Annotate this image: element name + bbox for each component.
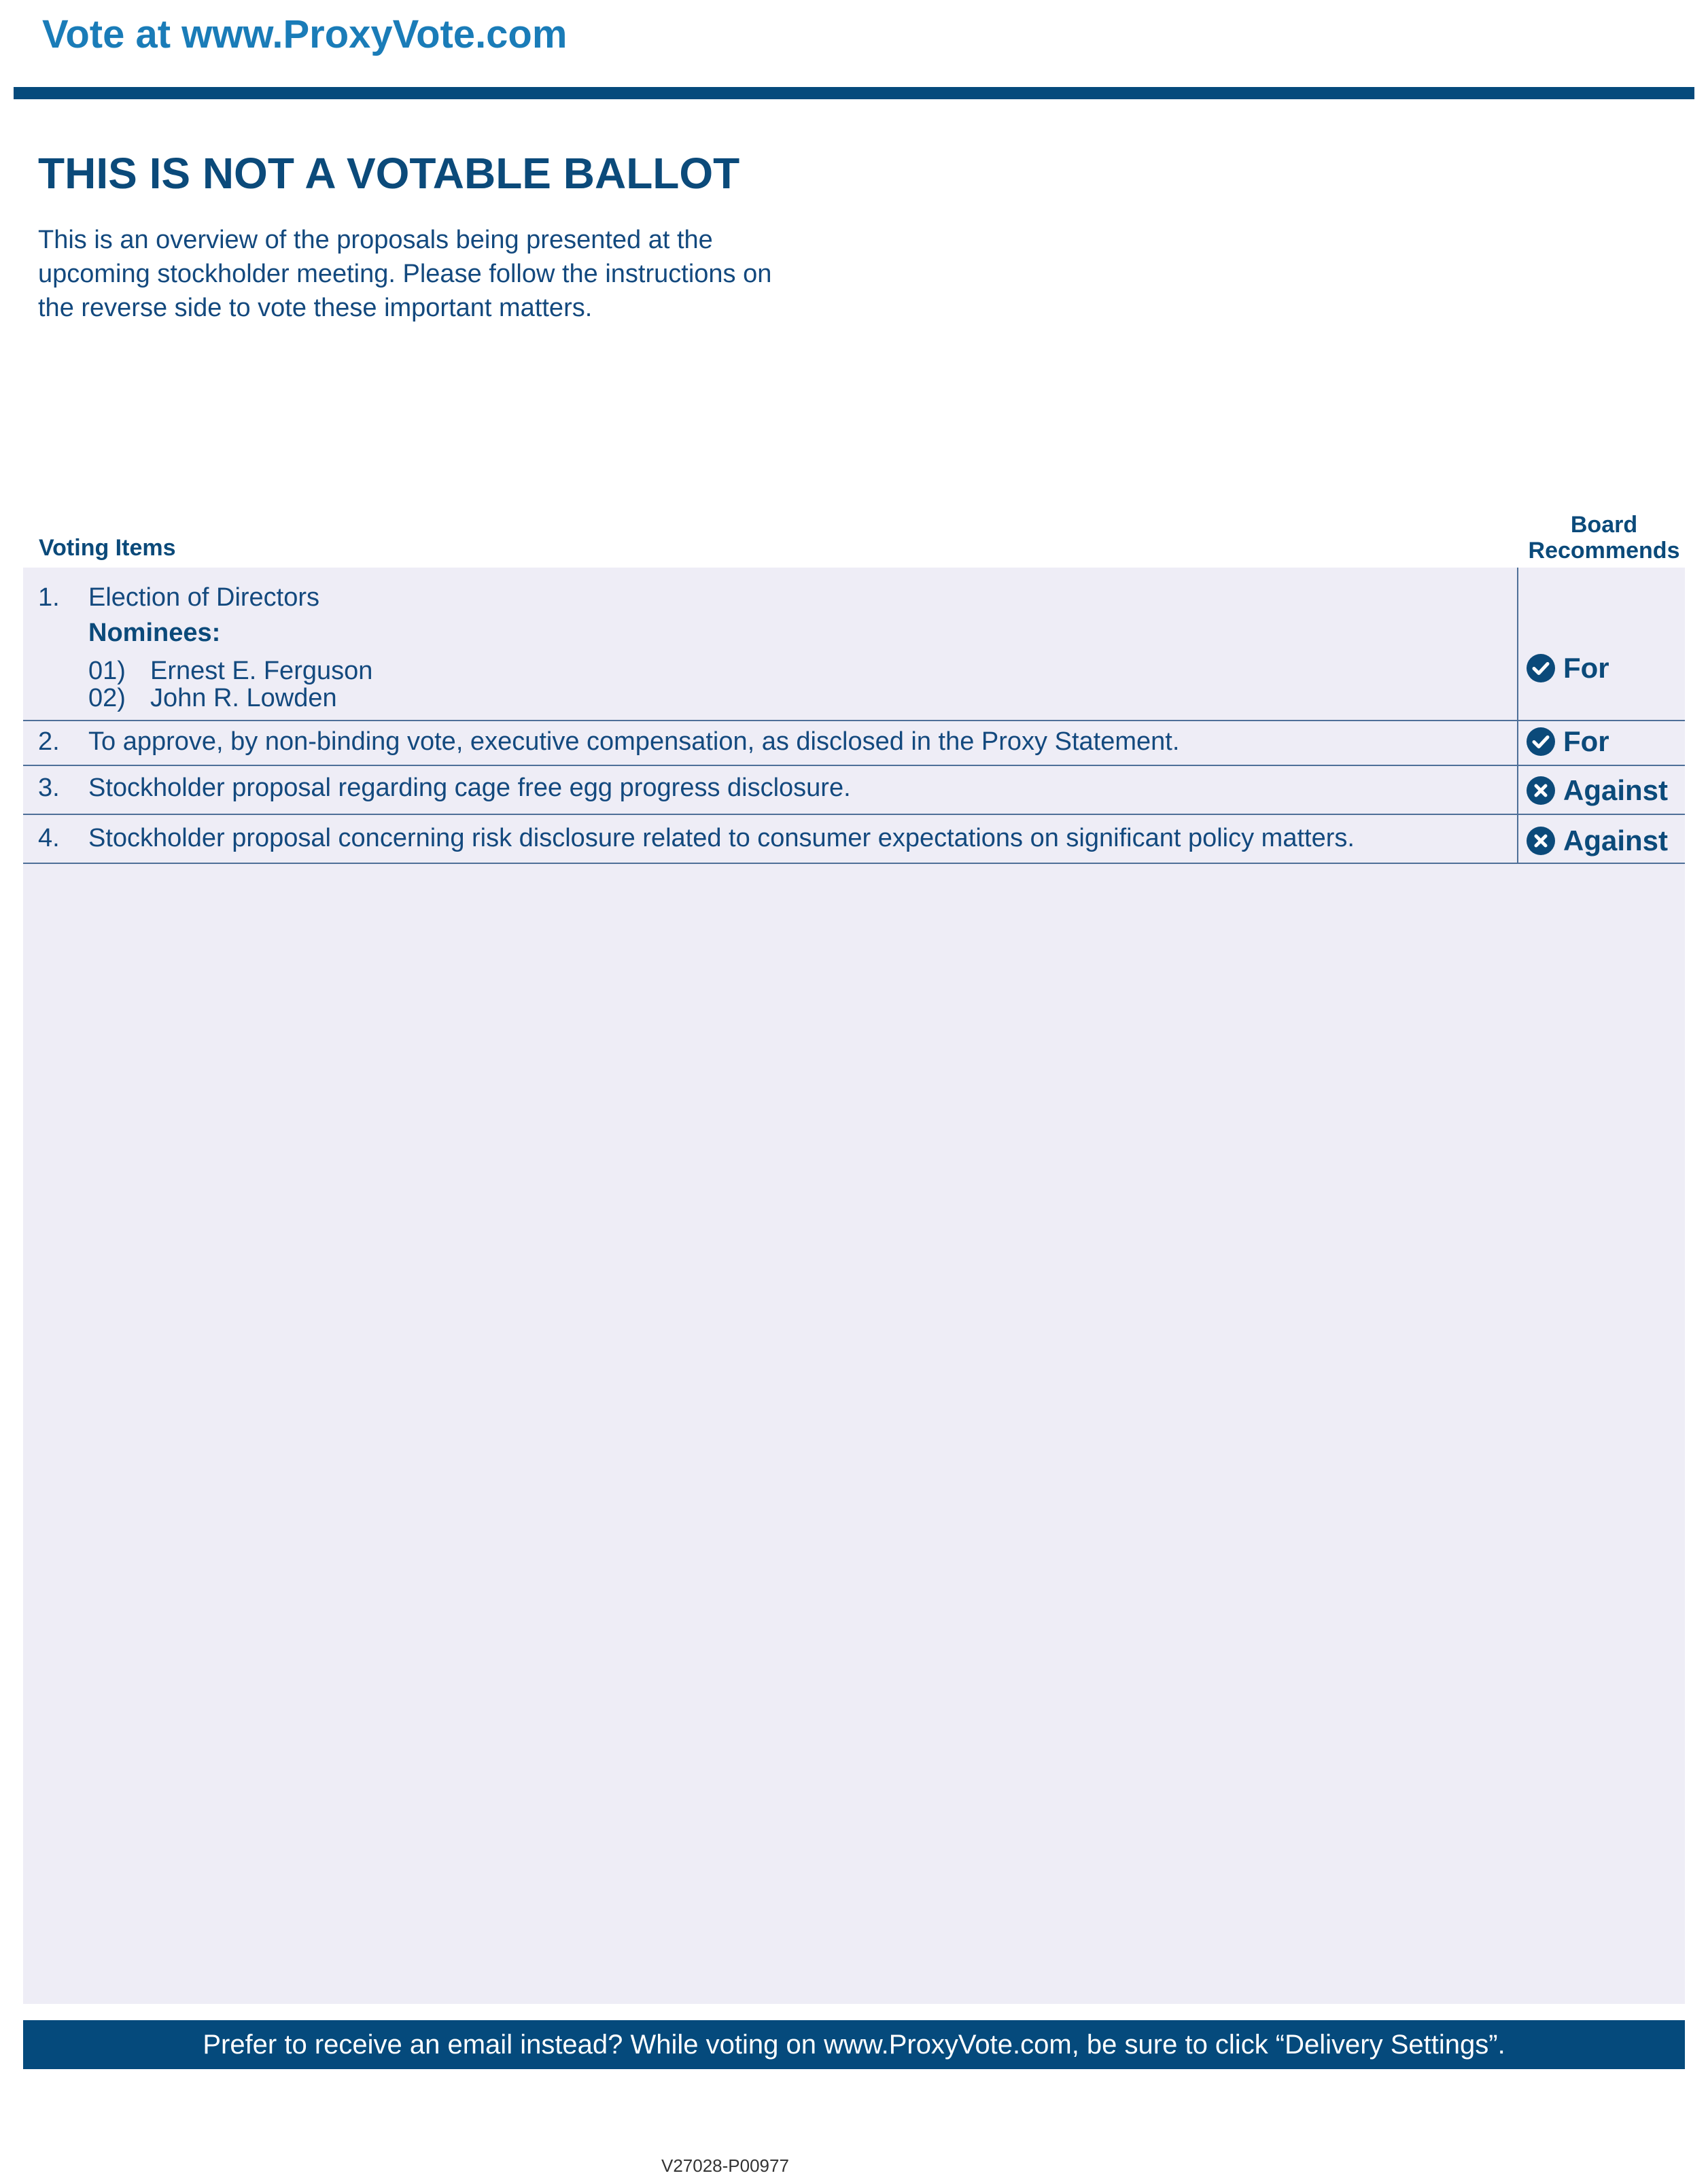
- recommendation-label: Against: [1563, 825, 1669, 856]
- item-text: Stockholder proposal concerning risk disclosure related to consumer expectations on significant policy matters.: [88, 824, 1355, 852]
- item-number: 2.: [38, 727, 60, 756]
- recommendation-label: Against: [1563, 774, 1669, 806]
- recommendation-label: For: [1563, 725, 1609, 757]
- recommendation-item-1: [1527, 651, 1609, 685]
- recommendation-label: For: [1563, 652, 1609, 684]
- footer-banner: Prefer to receive an email instead? While voting on www.ProxyVote.com, be sure to click “Delivery Settings”.: [23, 2020, 1685, 2069]
- voting-item-1: [23, 568, 1685, 721]
- item-text: To approve, by non-binding vote, executive compensation, as disclosed in the Proxy Statement.: [88, 727, 1180, 756]
- recommendation-item-2: [1527, 725, 1609, 759]
- nominee-name: John R. Lowden: [150, 684, 337, 712]
- voting-items-header: Voting Items: [39, 535, 176, 561]
- recommendation-item-4: [1527, 824, 1668, 858]
- x-circle-icon: [1527, 776, 1555, 805]
- nominee-number: 02): [88, 684, 126, 712]
- recommendation-item-3: [1527, 774, 1668, 808]
- check-circle-icon: [1527, 727, 1555, 756]
- voting-item-3: [23, 766, 1685, 815]
- nominee-name: Ernest E. Ferguson: [150, 657, 373, 685]
- item-text: Election of Directors: [88, 583, 320, 612]
- intro-text: This is an overview of the proposals being presented at the upcoming stockholder meeting. Please follow the instructions on the reverse side to vote these important matters.: [38, 226, 772, 322]
- vote-link[interactable]: Vote at www.ProxyVote.com: [42, 12, 568, 56]
- item-number: 1.: [38, 583, 60, 612]
- item-text: Stockholder proposal regarding cage free egg progress disclosure.: [88, 774, 851, 802]
- item-number: 3.: [38, 774, 60, 802]
- document-code: V27028-P00977: [661, 2155, 789, 2176]
- check-circle-icon: [1527, 654, 1555, 682]
- board-recommends-header: Board Recommends: [1528, 512, 1680, 564]
- table-column-divider: [1517, 568, 1518, 864]
- x-circle-icon: [1527, 827, 1555, 855]
- page-title: THIS IS NOT A VOTABLE BALLOT: [38, 149, 740, 198]
- voting-item-4: [23, 815, 1685, 864]
- item-number: 4.: [38, 824, 60, 852]
- nominees-label: Nominees:: [88, 619, 221, 647]
- voting-item-2: [23, 721, 1685, 766]
- top-divider: [14, 87, 1694, 99]
- nominee-number: 01): [88, 657, 126, 685]
